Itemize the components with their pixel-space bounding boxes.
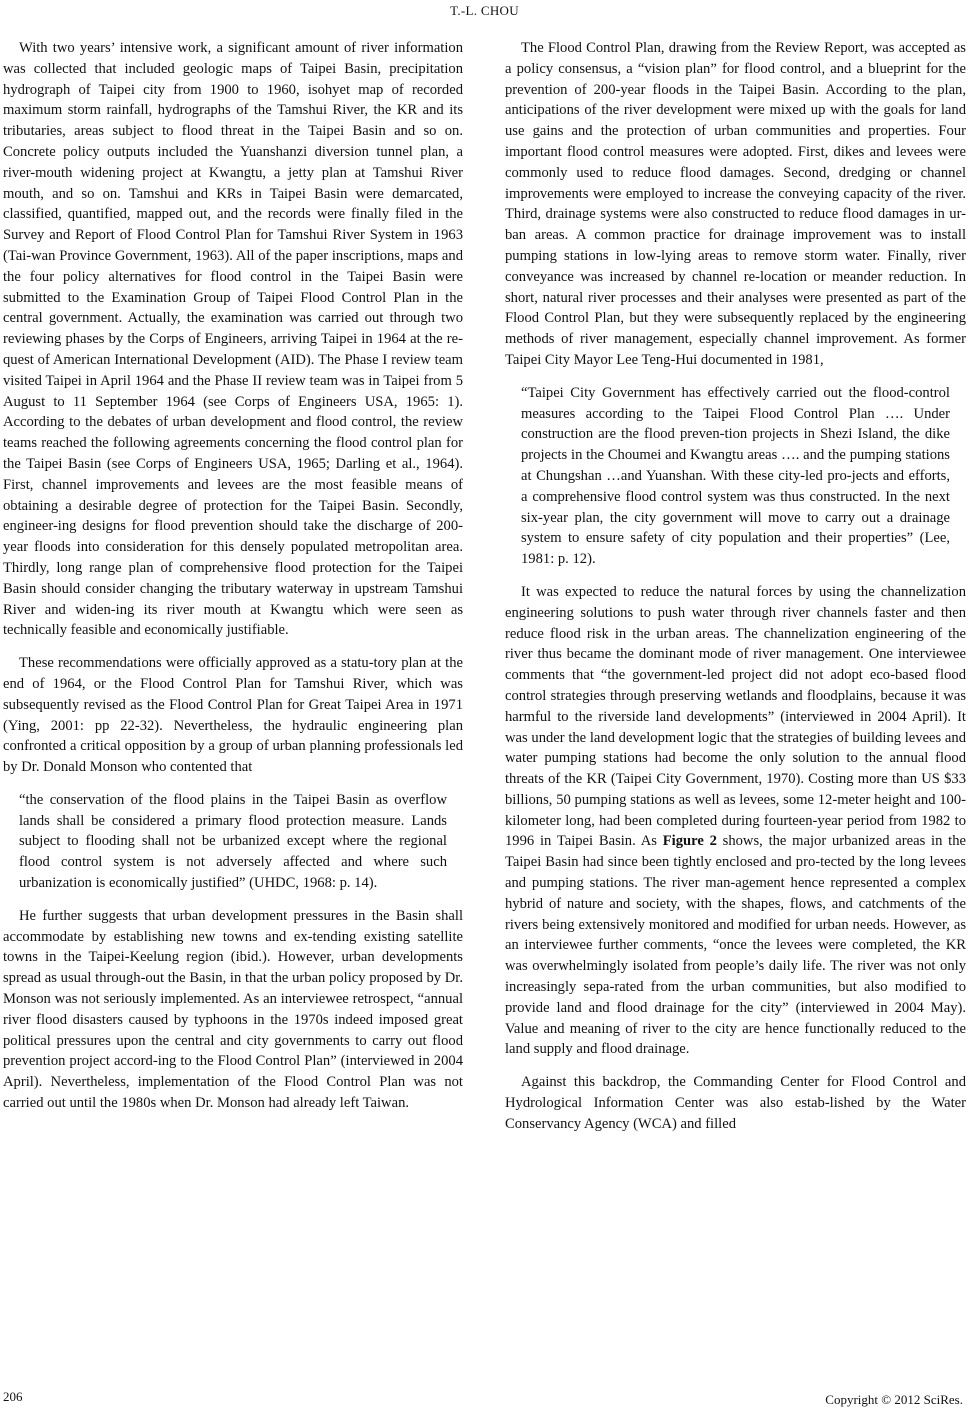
figure-reference: Figure 2 [662,833,717,850]
body-paragraph [505,582,966,1060]
body-paragraph: These recommendations were officially approved as a statu-tory plan at the end of 1964, or the Flood Control Plan for Tamshui River, which was subsequently revised as the Flood Control Plan for Great Taipei Area in 1971 (Ying, 2001: pp 22-32). Nevertheless, the hydraulic engineering plan confronted a critical opposition by a group of urban planning professionals led by Dr. Donald Monson who contented that [3,655,463,776]
block-quote [521,383,950,570]
body-paragraph: Against this backdrop, the Commanding Center for Flood Control and Hydrological Information Center was also estab-lished by the Water Conservancy Agency (WCA) and filled [505,1074,966,1132]
left-column [3,38,463,1126]
copyright-notice: Copyright © 2012 SciRes. [825,1392,963,1407]
running-head: T.-L. CHOU [450,3,519,18]
quote-text: “the conservation of the flood plains in the Taipei Basin as overflow lands shall be considered a primary flood protection measure. Lands subject to flooding shall not be urbanized except where the regional flood control system is not adversely affected and where such urbanization is economically justified” (UHDC, 1968: p. 14). [19,791,447,892]
body-paragraph: He further suggests that urban development pressures in the Basin shall accommodate by establishing new towns and ex-tending existing satellite towns in the Taipei-Keelung region (ibid.). However, urban developments spread as usual through-out the Basin, in that the urban policy proposed by Dr. Monson was not seriously implemented. As an interviewee retrospect, “annual river flood disasters caused by typhoons in the 1970s indeed imposed great political pressures upon the central and city governments to carry out flood prevention project accord-ing to the Flood Control Plan” (interviewed in 2004 April). Nevertheless, implementation of the Flood Control Plan was not carried out until the 1980s when Dr. Monson had already left Taiwan. [3,907,463,1112]
block-quote [19,790,447,894]
body-paragraph: With two years’ intensive work, a significant amount of river information was collected that included geologic maps of Taipei Basin, precipitation hydrograph of Taipei city from 1900 to 1960, isohyet map of recorded maximum storm rainfall, hydrographs of the Tamshui River, the KR and its tributaries, areas subject to flood threat in the Taipei Basin and so on. Concrete policy outputs included the Yuanshanzi diversion tunnel plan, a river-mouth widening project at Kwangtu, a jetty plan at Tamshui River mouth, and so on. Tamshui and KRs in Taipei Basin were demarcated, classified, quantified, mapped out, and the records were finally filed in the Survey and Report of Flood Control Plan for Tamshui River System in 1963 (Tai-wan Province Government, 1963). All of the paper inscriptions, maps and the four policy alternatives for flood control in the Taipei Basin were submitted to the Examination Group of Taipei Flood Control Plan in the central government. Actually, the examination was carried out through two reviewing phases by the Corps of Engineers, arriving Taipei in 1964 at the re-quest of American International Development (AID). The Phase I review team visited Taipei in April 1964 and the Phase II review team was in Taipei from 5 August to 11 September 1964 (see Corps of Engineers USA, 1965: 1). According to the debates of urban development and flood control, the review teams reached the following agreements concerning the flood control plan for the Taipei Basin (see Corps of Engineers USA, 1965; Darling et al., 1964). First, channel improvements and levees are the most feasible means of obtaining a desirable degree of protection for the Taipei Basin. Secondly, engineer-ing designs for flood prevention should take the discharge of 200-year floods into consideration for this densely populated metropolitan area. Thirdly, long range plan of comprehensive flood protection for the Taipei Basin should consider changing the tributary waterway in upstream Tamshui River and widen-ing its river mouth at Kwangtu which were seen as technically feasible and economically justifiable. [3,40,463,639]
quote-text: “Taipei City Government has effectively carried out the flood-control measures according to the Taipei Flood Control Plan …. Under construction are the flood preven-tion projects in Shezi Island, the dike projects in the Choumei and Kwangtu areas …. and the pumping stations at Chungshan …and Yuanshan. With these city-led pro-jects and efforts, a comprehensive flood control system was thus constructed. In the next six-year plan, the city government will move to carry out a drainage system to ensure safety of city population and their properties” (Lee, 1981: p. 12). [521,384,950,568]
body-paragraph: The Flood Control Plan, drawing from the Review Report, was accepted as a policy consensus, a “vision plan” for flood control, and a blueprint for the prevention of 200-year floods in the Taipei Basin. According to the plan, anticipations of the river development were mixed up with the goals for land use gains and the protection of urban communities and properties. Four important flood control measures were adopted. First, dikes and levees were commonly used to reduce flood damages. Second, dredging or channel improvements were employed to increase the conveying capacity of the river. Third, drainage systems were also constructed to reduce flood damages in ur-ban areas. A common practice for drainage improvement was to install pumping stations in low-lying areas to remove storm water. Finally, river conveyance was increased by channel re-location or meander reduction. In short, natural river processes and their analyses were presented as part of the Flood Control Plan, but they were subsequently replaced by the engineering methods of river management, especially channel improvement. As former Taipei City Mayor Lee Teng-Hui documented in 1981, [505,40,966,368]
page-number: 206 [3,1389,23,1404]
paragraph-text: It was expected to reduce the natural forces by using the channelization engineering solutions to push water through river channels faster and then reduce flood risk in the urban areas. The channelization engineering of the river thus became the dominant mode of river management. One interviewee comments that “the government-led project did not adopt eco-based flood control strategies through preserving wetlands and floodplains, because it was harmful to the riverside land developments” (interviewed in 2004 April). It was under the land development logic that the strategies of building levees and water pumping stations had become the only solution to the annual flood threats of the KR (Taipei City Government, 1970). Costing more than US $33 billions, 50 pumping stations as well as levees, some 12-meter height and 100-kilometer long, had been completed during fourteen-year period from 1982 to 1996 in Taipei Basin. As [505,583,966,850]
right-column [505,38,966,1147]
paragraph-text: shows, the major urbanized areas in the Taipei Basin had since been tightly enclosed and pro-tected by the long levees and pumping stations. The river man-agement hence represented a complex hybrid of nature and society, with the shapes, flows, and catchments of the rivers being extensively monitored and modified for urban needs. However, as an interviewee further comments, “once the levees were completed, the KR was overwhelmingly isolated from people’s daily life. The river was not only increasingly sepa-rated from the urban communities, but also modified to provide land and flood drainage for the city” (interviewed in 2004 May). Value and meaning of river to the city are hence functionally reduced to the land supply and flood drainage. [505,833,966,1058]
